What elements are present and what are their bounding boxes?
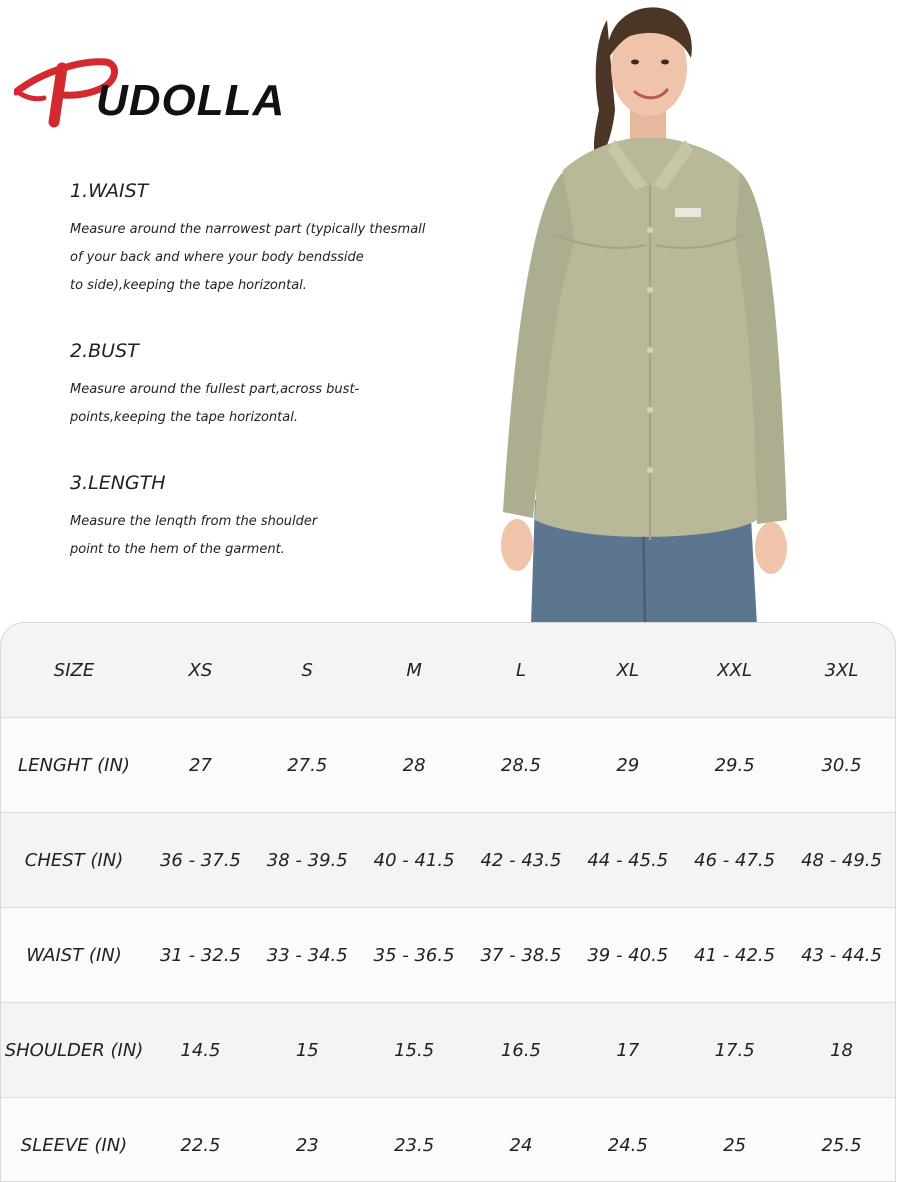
table-cell: 29 [574, 718, 681, 813]
table-cell: 42 - 43.5 [468, 813, 575, 908]
header-cell: M [361, 623, 468, 718]
row-label: SHOULDER (IN) [1, 1003, 147, 1098]
instruction-title: 1.WAIST [70, 180, 490, 202]
table-cell: 24 [468, 1098, 575, 1182]
table-cell: 33 - 34.5 [254, 908, 361, 1003]
table-cell: 16.5 [468, 1003, 575, 1098]
table-cell: 17 [574, 1003, 681, 1098]
table-cell: 25 [681, 1098, 788, 1182]
row-label: LENGHT (IN) [1, 718, 147, 813]
table-cell: 44 - 45.5 [574, 813, 681, 908]
row-label: WAIST (IN) [1, 908, 147, 1003]
table-cell: 37 - 38.5 [468, 908, 575, 1003]
table-row [1, 813, 895, 908]
header-cell: XXL [681, 623, 788, 718]
table-cell: 28.5 [468, 718, 575, 813]
table-cell: 22.5 [147, 1098, 254, 1182]
instruction-title: 2.BUST [70, 340, 490, 362]
instruction-body: Measure around the fullest part,across bust- points,keeping the tape horizontal. [70, 376, 490, 432]
table-cell: 27.5 [254, 718, 361, 813]
table-cell: 23 [254, 1098, 361, 1182]
header-cell: XS [147, 623, 254, 718]
model-photo [495, 0, 795, 625]
table-cell: 28 [361, 718, 468, 813]
table-cell: 30.5 [788, 718, 895, 813]
size-header-row [1, 623, 895, 718]
instruction-body: Measure the lenqth from the shoulder point to the hem of the garment. [70, 508, 490, 564]
brand-logo [14, 40, 294, 130]
table-cell: 38 - 39.5 [254, 813, 361, 908]
table-row [1, 718, 895, 813]
size-chart [0, 622, 896, 1182]
row-label: SLEEVE (IN) [1, 1098, 147, 1182]
table-cell: 36 - 37.5 [147, 813, 254, 908]
size-table [1, 623, 895, 1182]
brand-name: UDOLLA [96, 76, 285, 126]
instruction-body: Measure around the narrowest part (typically thesmall of your back and where your body bendsside to side),keeping the tape horizontal. [70, 216, 490, 300]
measurement-instructions [70, 180, 490, 604]
header-cell: L [468, 623, 575, 718]
table-cell: 15.5 [361, 1003, 468, 1098]
table-cell: 35 - 36.5 [361, 908, 468, 1003]
instruction-length [70, 472, 490, 564]
table-row [1, 908, 895, 1003]
table-cell: 25.5 [788, 1098, 895, 1182]
table-cell: 29.5 [681, 718, 788, 813]
table-cell: 24.5 [574, 1098, 681, 1182]
row-label: CHEST (IN) [1, 813, 147, 908]
instruction-waist [70, 180, 490, 300]
header-cell: XL [574, 623, 681, 718]
table-cell: 46 - 47.5 [681, 813, 788, 908]
table-cell: 15 [254, 1003, 361, 1098]
header-cell: SIZE [1, 623, 147, 718]
table-cell: 41 - 42.5 [681, 908, 788, 1003]
table-cell: 17.5 [681, 1003, 788, 1098]
instruction-bust [70, 340, 490, 432]
header-cell: S [254, 623, 361, 718]
table-cell: 39 - 40.5 [574, 908, 681, 1003]
header-cell: 3XL [788, 623, 895, 718]
table-row [1, 1098, 895, 1182]
table-cell: 18 [788, 1003, 895, 1098]
table-cell: 48 - 49.5 [788, 813, 895, 908]
table-cell: 23.5 [361, 1098, 468, 1182]
table-cell: 43 - 44.5 [788, 908, 895, 1003]
table-cell: 31 - 32.5 [147, 908, 254, 1003]
instruction-title: 3.LENGTH [70, 472, 490, 494]
table-cell: 40 - 41.5 [361, 813, 468, 908]
table-row [1, 1003, 895, 1098]
table-cell: 14.5 [147, 1003, 254, 1098]
table-cell: 27 [147, 718, 254, 813]
